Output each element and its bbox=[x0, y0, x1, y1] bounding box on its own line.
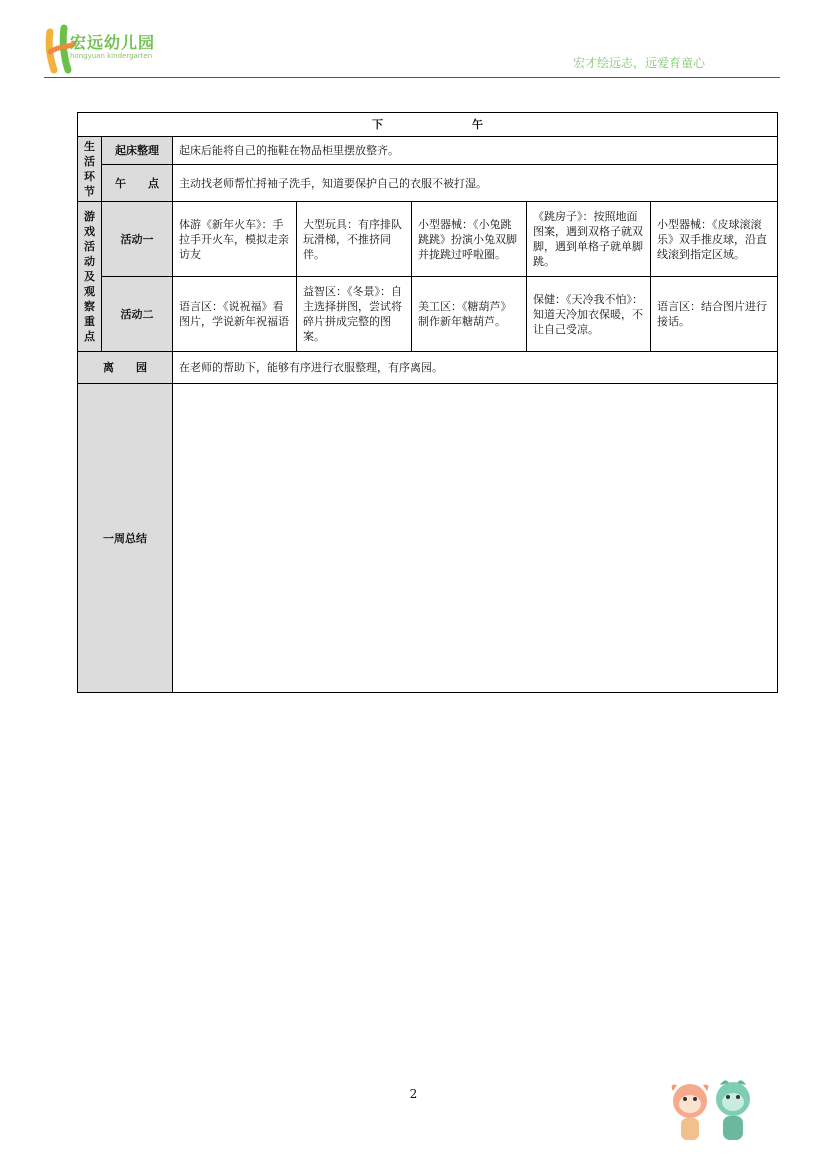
activity-label: 活动一 bbox=[102, 202, 173, 277]
activity-cell: 体游《新年火车》：手拉手开火车，模拟走亲访友 bbox=[173, 202, 297, 277]
logo-subtitle: hongyuan kindergarten bbox=[70, 52, 153, 60]
header-divider bbox=[44, 77, 780, 78]
leave-label: 离 园 bbox=[78, 352, 173, 384]
afternoon-title bbox=[78, 113, 778, 137]
summary-content bbox=[173, 384, 778, 693]
activity-cell: 《跳房子》：按照地面图案，遇到双格子就双脚，遇到单格子就单脚跳。 bbox=[527, 202, 651, 277]
title-right: 午 bbox=[472, 118, 484, 131]
table-row bbox=[78, 277, 778, 352]
table-row bbox=[78, 165, 778, 202]
activity-cell: 语言区：《说祝福》看图片，学说新年祝福语 bbox=[173, 277, 297, 352]
mascots-icon bbox=[665, 1075, 760, 1150]
leave-content: 在老师的帮助下，能够有序进行衣服整理，有序离园。 bbox=[173, 352, 778, 384]
page-number: 2 bbox=[409, 1087, 418, 1101]
life-section-label: 生活环节 bbox=[78, 137, 102, 202]
page-header bbox=[0, 0, 827, 80]
table-title-row bbox=[78, 113, 778, 137]
summary-label: 一周总结 bbox=[78, 384, 173, 693]
games-section-label: 游戏活动及观察重点 bbox=[78, 202, 102, 352]
activity-cell: 大型玩具：有序排队玩滑梯，不推挤同伴。 bbox=[297, 202, 412, 277]
activity-cell: 益智区：《冬景》：自主选择拼图，尝试将碎片拼成完整的图案。 bbox=[297, 277, 412, 352]
activity-cell: 小型器械：《小兔跳跳跳》扮演小兔双脚并拢跳过呼啦圈。 bbox=[412, 202, 527, 277]
table-row bbox=[78, 137, 778, 165]
activity-label: 活动二 bbox=[102, 277, 173, 352]
row-content: 起床后能将自己的拖鞋在物品柜里摆放整齐。 bbox=[173, 137, 778, 165]
activity-cell: 保健：《天冷我不怕》：知道天冷加衣保暖，不让自己受凉。 bbox=[527, 277, 651, 352]
activity-cell: 小型器械：《皮球滚滚乐》双手推皮球，沿直线滚到指定区域。 bbox=[651, 202, 778, 277]
table-row bbox=[78, 202, 778, 277]
table-row bbox=[78, 352, 778, 384]
activity-cell: 语言区：结合图片进行接话。 bbox=[651, 277, 778, 352]
daily-plan-table bbox=[77, 112, 778, 693]
activity-cell: 美工区：《糖葫芦》制作新年糖葫芦。 bbox=[412, 277, 527, 352]
title-left: 下 bbox=[372, 118, 384, 131]
row-label: 午 点 bbox=[102, 165, 173, 202]
header-slogan: 宏才绘远志，远爱育童心 bbox=[572, 56, 705, 70]
row-content: 主动找老师帮忙捋袖子洗手，知道要保护自己的衣服不被打湿。 bbox=[173, 165, 778, 202]
logo-name: 宏远幼儿园 bbox=[70, 33, 156, 52]
table-row bbox=[78, 384, 778, 693]
row-label: 起床整理 bbox=[102, 137, 173, 165]
